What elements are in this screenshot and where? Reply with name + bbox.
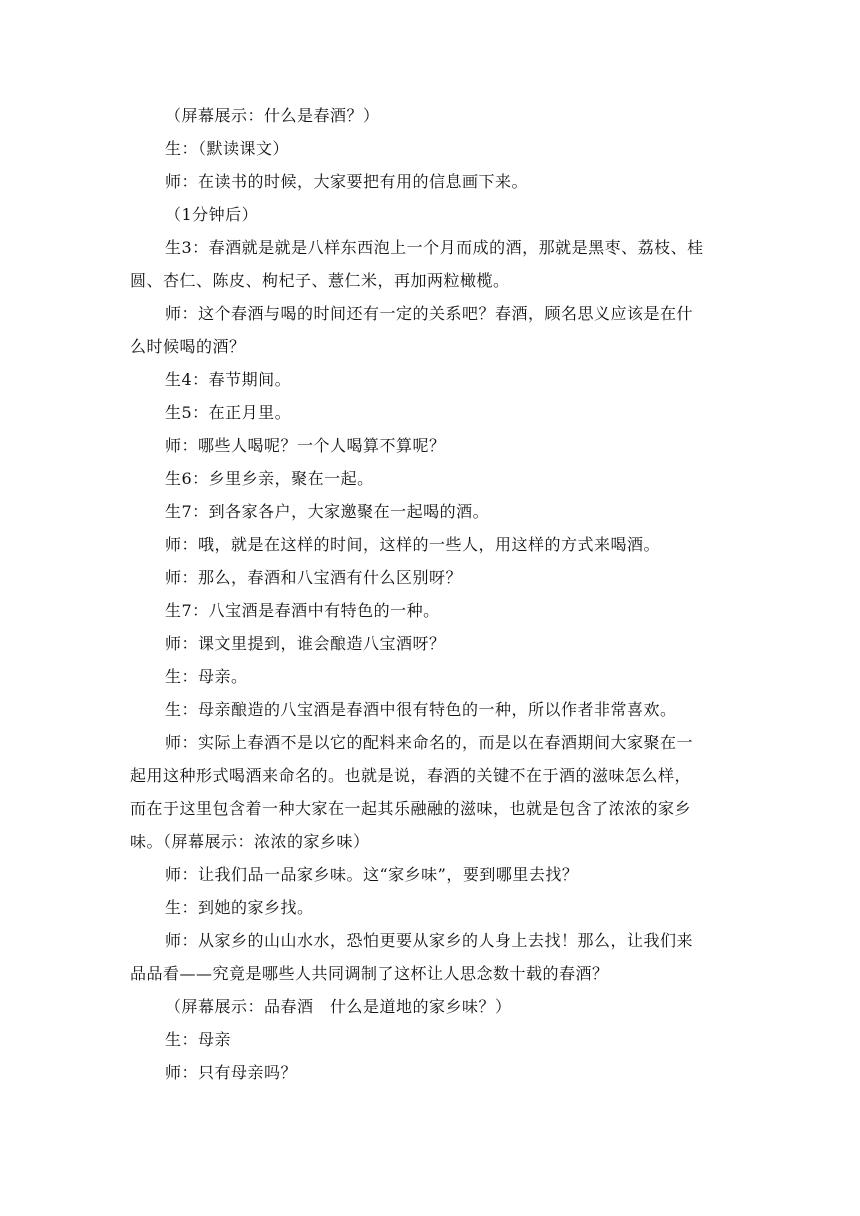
student-line: 生：母亲: [165, 1030, 232, 1049]
teacher-line: 师：让我们品一品家乡味。这“家乡味”，要到哪里去找？: [165, 865, 579, 884]
teacher-line: 师：这个春酒与喝的时间还有一定的关系吧？春酒，顾名思义应该是在什: [165, 304, 694, 323]
student-line: 生：到她的家乡找。: [165, 898, 314, 917]
student-line: 生7：到各家各户，大家邀聚在一起喝的酒。: [165, 502, 490, 521]
teacher-line: 师：那么，春酒和八宝酒有什么区别呀？: [165, 568, 463, 587]
student-line: 生7：八宝酒是春酒中有特色的一种。: [165, 601, 440, 620]
teacher-line-continued: 起用这种形式喝酒来命名的。也就是说，春酒的关键不在于酒的滋味怎么样，: [130, 766, 692, 785]
screen-display-note: （屏幕展示：品春酒 什么是道地的家乡味？）: [165, 997, 512, 1016]
student-line: 生4：春节期间。: [165, 370, 292, 389]
teacher-line-continued: 么时候喝的酒？: [130, 337, 246, 356]
student-line: 生5：在正月里。: [165, 403, 292, 422]
teacher-line: 师：从家乡的山山水水，恐怕更要从家乡的人身上去找！那么，让我们来: [165, 931, 694, 950]
teacher-line: 师：实际上春酒不是以它的配料来命名的，而是以在春酒期间大家聚在一: [165, 733, 694, 752]
student-line: 生：母亲酿造的八宝酒是春酒中很有特色的一种，所以作者非常喜欢。: [165, 700, 677, 719]
student-line-continued: 圆、杏仁、陈皮、枸杞子、薏仁米，再加两粒橄榄。: [130, 271, 510, 290]
student-line: 生3：春酒就是就是八样东西泡上一个月而成的酒，那就是黑枣、荔枝、桂: [165, 238, 704, 257]
student-line: 生：（默读课文）: [165, 139, 290, 158]
teacher-line: 师：在读书的时候，大家要把有用的信息画下来。: [165, 172, 529, 191]
teacher-line-continued: 品品看——究竟是哪些人共同调制了这杯让人思念数十载的春酒？: [130, 964, 609, 983]
teacher-line-continued: 而在于这里包含着一种大家在一起其乐融融的滋味，也就是包含了浓浓的家乡: [130, 799, 692, 818]
student-line: 生：母亲。: [165, 667, 248, 686]
teacher-line: 师：哪些人喝呢？一个人喝算不算呢？: [165, 436, 446, 455]
teacher-line: 师：哦，就是在这样的时间，这样的一些人，用这样的方式来喝酒。: [165, 535, 661, 554]
student-line: 生6：乡里乡亲，聚在一起。: [165, 469, 374, 488]
screen-display-note: （屏幕展示：什么是春酒？）: [165, 106, 380, 125]
stage-note: （1分钟后）: [165, 205, 259, 224]
teacher-line: 师：只有母亲吗？: [165, 1063, 298, 1082]
teacher-line: 师：课文里提到，谁会酿造八宝酒呀？: [165, 634, 446, 653]
teacher-line-continued: 味。（屏幕展示：浓浓的家乡味）: [130, 832, 370, 851]
